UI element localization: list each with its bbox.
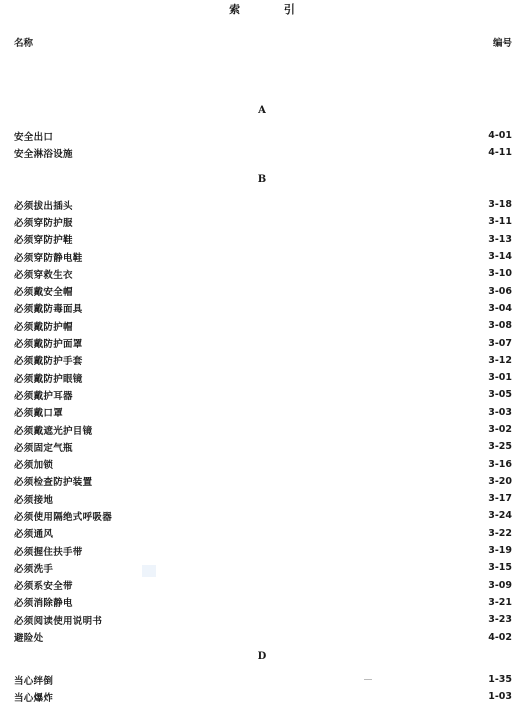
dot-leader <box>56 494 485 504</box>
dot-leader <box>86 546 486 556</box>
entry-code: 3-23 <box>488 614 512 626</box>
entry-name: 必须戴护耳器 <box>14 390 73 402</box>
entry-code: 3-12 <box>488 354 512 366</box>
entry-code: 3-24 <box>488 510 512 522</box>
entry-name: 必须戴遮光护目镜 <box>14 425 93 437</box>
entry-code: 3-25 <box>488 441 512 453</box>
entry-code: 3-13 <box>488 233 512 245</box>
dot-leader <box>86 252 486 262</box>
entry-code: 3-02 <box>488 424 512 435</box>
index-entry <box>14 127 512 144</box>
index-entry <box>14 317 512 334</box>
entry-code: 3-17 <box>488 493 512 505</box>
dot-leader <box>76 269 485 279</box>
entry-name: 必须通风 <box>14 529 54 541</box>
dot-leader <box>86 355 486 365</box>
entry-name: 必须使用隔绝式呼吸器 <box>14 511 113 523</box>
section-heading-b: B <box>257 174 267 185</box>
entry-name: 必须消除静电 <box>14 598 73 610</box>
entry-code: 3-10 <box>488 268 512 280</box>
entry-name: 安全淋浴设施 <box>14 148 73 160</box>
entry-name: 必须穿防护服 <box>14 217 73 229</box>
index-entry <box>14 559 512 576</box>
dot-leader <box>76 390 485 400</box>
entry-name: 必须穿救生衣 <box>14 269 73 281</box>
dot-leader <box>76 580 485 590</box>
entry-name: 必须戴口罩 <box>14 408 64 420</box>
entry-code: 1-03 <box>488 691 512 703</box>
entry-name: 必须穿防护鞋 <box>14 235 73 247</box>
index-entry <box>14 369 512 386</box>
entry-name: 必须洗手 <box>14 563 54 575</box>
dot-leader <box>76 217 485 227</box>
dot-leader <box>95 425 485 435</box>
entry-name: 必须戴防护眼镜 <box>14 373 83 385</box>
dot-leader <box>76 597 485 607</box>
entry-name: 必须系安全带 <box>14 581 73 593</box>
dot-leader <box>56 563 485 573</box>
entry-name: 必须穿防静电鞋 <box>14 252 83 264</box>
entry-code: 4-01 <box>488 130 512 142</box>
dot-leader <box>95 476 485 486</box>
dot-leader <box>86 303 486 313</box>
entry-code: 3-01 <box>488 372 512 384</box>
index-entry <box>14 671 512 688</box>
entry-name: 必须戴防护帽 <box>14 321 73 333</box>
entry-code: 3-06 <box>488 285 512 297</box>
index-entry <box>14 265 512 282</box>
index-entry <box>14 455 512 472</box>
entry-name: 必须戴防毒面具 <box>14 304 83 316</box>
dot-leader <box>66 407 485 417</box>
entry-code: 3-19 <box>488 545 512 557</box>
dot-leader <box>86 338 486 348</box>
index-entry <box>14 525 512 542</box>
index-entry <box>14 577 512 594</box>
entry-code: 3-18 <box>488 199 512 211</box>
index-entry <box>14 628 512 645</box>
entry-code: 3-22 <box>488 527 512 539</box>
index-entry <box>14 248 512 265</box>
index-entry <box>14 144 512 161</box>
entry-name: 当心绊倒 <box>14 675 54 687</box>
entry-code: 3-11 <box>488 216 512 228</box>
index-entry <box>14 404 512 421</box>
entry-name: 必须戴防护手套 <box>14 356 83 368</box>
entry-code: 3-20 <box>488 475 512 487</box>
entry-code: 3-16 <box>488 458 512 470</box>
name-column-header: 名称 <box>14 38 34 49</box>
entry-code: 3-04 <box>488 302 512 314</box>
entry-code: 3-15 <box>488 562 512 574</box>
index-entry <box>14 386 512 403</box>
dot-leader <box>105 615 485 625</box>
dot-leader <box>56 692 485 702</box>
entry-name: 当心爆炸 <box>14 692 54 704</box>
scan-tick-mark <box>364 679 372 680</box>
dot-leader <box>56 131 485 141</box>
entry-name: 必须加锁 <box>14 460 54 472</box>
entry-code: 3-09 <box>488 579 512 591</box>
code-column-header: 编号 <box>492 38 512 49</box>
entry-name: 必须检查防护装置 <box>14 477 93 489</box>
dot-leader <box>86 373 486 383</box>
dot-leader <box>76 148 485 158</box>
entry-code: 1-35 <box>488 674 512 686</box>
dot-leader <box>76 286 485 296</box>
dot-leader <box>56 528 485 538</box>
index-entry <box>14 196 512 213</box>
index-entry <box>14 473 512 490</box>
index-entry <box>14 438 512 455</box>
dot-leader <box>76 442 485 452</box>
entry-name: 必须拔出插头 <box>14 200 73 212</box>
entry-name: 安全出口 <box>14 131 54 143</box>
entry-code: 3-21 <box>488 596 512 608</box>
dot-leader <box>76 234 485 244</box>
entry-code: 3-07 <box>488 337 512 349</box>
entry-code: 3-08 <box>488 320 512 332</box>
index-entry <box>14 542 512 559</box>
dot-leader <box>56 459 485 469</box>
page-title: 索 引 <box>229 3 315 16</box>
section-d-entries <box>14 671 512 706</box>
dot-leader <box>115 511 485 521</box>
entry-name: 必须戴安全帽 <box>14 287 73 299</box>
index-entry <box>14 300 512 317</box>
entry-code: 3-14 <box>488 251 512 263</box>
index-entry <box>14 688 512 705</box>
index-entry <box>14 352 512 369</box>
entry-code: 3-05 <box>488 389 512 401</box>
entry-name: 必须阅读使用说明书 <box>14 615 103 627</box>
index-entry <box>14 231 512 248</box>
dot-leader <box>46 632 485 642</box>
index-entry <box>14 213 512 230</box>
index-entry <box>14 421 512 438</box>
entry-name: 必须戴防护面罩 <box>14 339 83 351</box>
entry-code: 4-02 <box>488 631 512 643</box>
entry-code: 3-03 <box>488 406 512 418</box>
index-entry <box>14 507 512 524</box>
section-heading-a: A <box>258 105 266 116</box>
entry-name: 必须固定气瓶 <box>14 442 73 454</box>
entry-name: 必须接地 <box>14 494 54 506</box>
entry-name: 必须握住扶手带 <box>14 546 83 558</box>
dot-leader <box>76 321 485 331</box>
section-a-entries <box>14 127 512 162</box>
entry-name: 避险处 <box>14 633 44 645</box>
index-entry <box>14 282 512 299</box>
index-entry <box>14 334 512 351</box>
index-entry <box>14 594 512 611</box>
dot-leader <box>76 200 485 210</box>
section-heading-d: D <box>257 651 267 662</box>
entry-code: 4-11 <box>488 147 512 159</box>
dot-leader <box>56 675 485 685</box>
scan-smudge <box>142 565 156 577</box>
index-entry <box>14 611 512 628</box>
section-b-entries <box>14 196 512 646</box>
index-entry <box>14 490 512 507</box>
column-header <box>14 34 512 50</box>
